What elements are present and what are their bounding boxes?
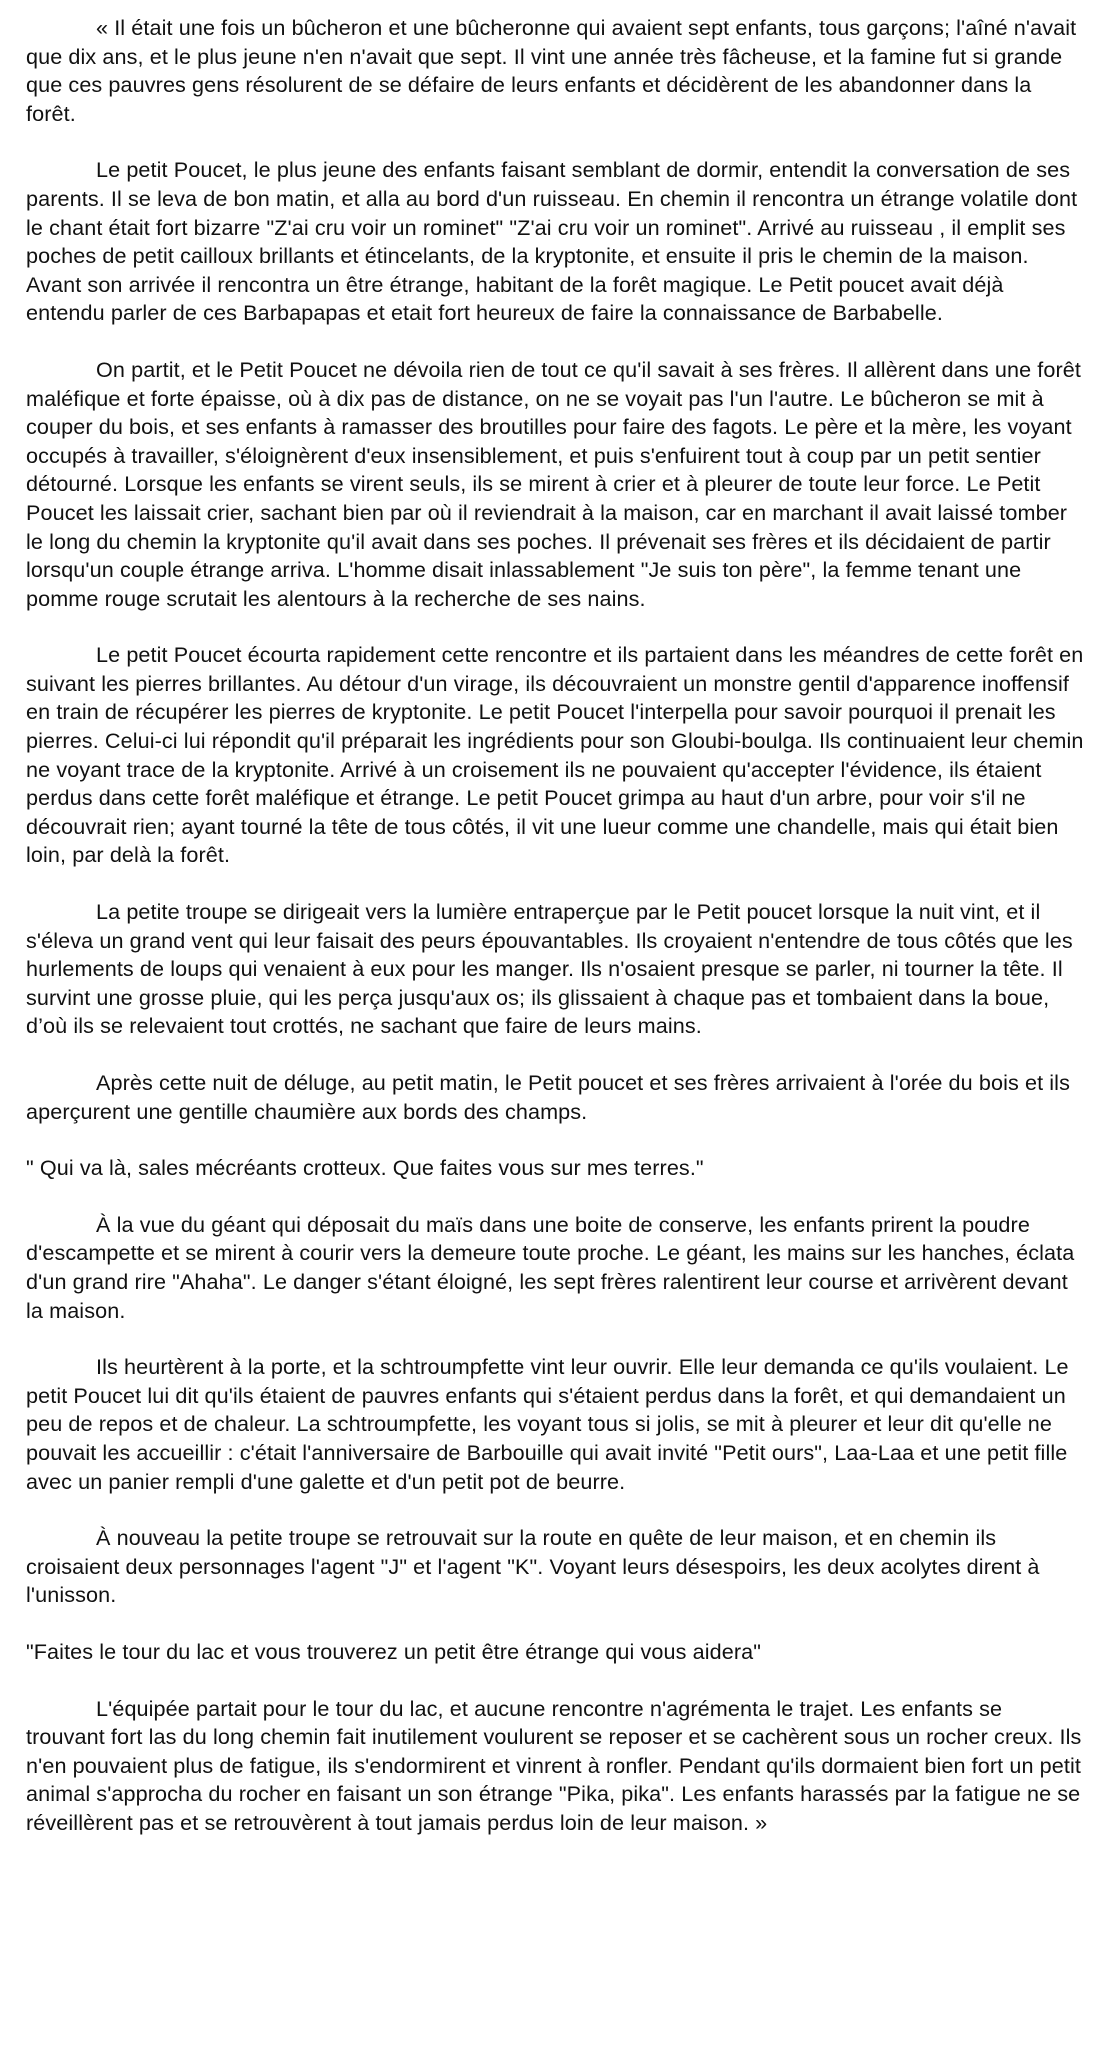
paragraph-1: « Il était une fois un bûcheron et une bûcheronne qui avaient sept enfants, tous garçons; l'aîné n'avait que dix ans, et le plus jeune n'en n'avait que sept. Il vint une année très fâcheuse, et la famine fut si grande que ces pauvres gens résolurent de se défaire de leurs enfants et décidèrent de les abandonner dans la forêt. — [26, 15, 1077, 126]
document-page — [26, 14, 1084, 1865]
paragraph-2: Le petit Poucet, le plus jeune des enfants faisant semblant de dormir, entendit la conversation de ses parents. Il se leva de bon matin, et alla au bord d'un ruisseau. En chemin il rencontra un étrange volatile dont le chant était fort bizarre "Z'ai cru voir un rominet" "Z'ai cru voir un rominet". Arrivé au ruisseau , il emplit ses poches de petit cailloux brillants et étincelants, de la kryptonite, et ensuite il pris le chemin de la maison. Avant son arrivée il rencontra un être étrange, habitant de la forêt magique. Le Petit poucet avait déjà entendu parler de ces Barbapapas et etait fort heureux de faire la connaissance de Barbabelle. — [26, 157, 1078, 326]
paragraph-9: Ils heurtèrent à la porte, et la schtroumpfette vint leur ouvrir. Elle leur demanda ce qu'ils voulaient. Le petit Poucet lui dit qu'ils étaient de pauvres enfants qui s'étaient perdus dans la forêt, et qui demandaient un peu de repos et de chaleur. La schtroumpfette, les voyant tous si jolis, se mit à pleurer et leur dit qu'elle ne pouvait les accueillir : c'était l'anniversaire de Barbouille qui avait invité "Petit ours", Laa-Laa et une petit fille avec un panier rempli d'une galette et d'un petit pot de beurre. — [26, 1354, 1069, 1494]
paragraph-10: À nouveau la petite troupe se retrouvait sur la route en quête de leur maison, et en chemin ils croisaient deux personnages l'agent "J" et l'agent "K". Voyant leurs désespoirs, les deux acolytes dirent à l'unisson. — [26, 1525, 1040, 1608]
paragraph-3: On partit, et le Petit Poucet ne dévoila rien de tout ce qu'il savait à ses frères. Il allèrent dans une forêt maléfique et forte épaisse, où à dix pas de distance, on ne se voyait pas l'un l'autre. Le bûcheron se mit à couper du bois, et ses enfants à ramasser des broutilles pour faire des fagots. Le père et la mère, les voyant occupés à travailler, s'éloignèrent d'eux insensiblement, et puis s'enfuirent tout à coup par un petit sentier détourné. Lorsque les enfants se virent seuls, ils se mirent à crier et à pleurer de toute leur force. Le Petit Poucet les laissait crier, sachant bien par où il reviendrait à la maison, car en marchant il avait laissé tomber le long du chemin la kryptonite qu'il avait dans ses poches. Il prévenait ses frères et ils décidaient de partir lorsqu'un couple étrange arriva. L'homme disait inlassablement "Je suis ton père", la femme tenant une pomme rouge scrutait les alentours à la recherche de ses nains. — [26, 356, 1081, 611]
paragraph-5: La petite troupe se dirigeait vers la lumière entraperçue par le Petit poucet lorsque la nuit vint, et il s'éleva un grand vent qui leur faisait des peurs épouvantables. Ils croyaient n'entendre de tous côtés que les hurlements de loups qui venaient à eux pour les manger. Ils n'osaient presque se parler, ni tourner la tête. Il survint une grosse pluie, qui les perça jusqu'aux os; ils glissaient à chaque pas et tombaient dans la boue, d’où ils se relevaient tout crottés, ne sachant que faire de leurs mains. — [26, 899, 1073, 1039]
paragraph-12: L'équipée partait pour le tour du lac, et aucune rencontre n'agrémenta le trajet. Les enfants se trouvant fort las du long chemin fait inutilement voulurent se reposer et se cachèrent sous un rocher creux. Ils n'en pouvaient plus de fatigue, ils s'endormirent et vinrent à ronfler. Pendant qu'ils dormaient bien fort un petit animal s'approcha du rocher en faisant un son étrange "Pika, pika". Les enfants harassés par la fatigue ne se réveillèrent pas et se retrouvèrent à tout jamais perdus loin de leur maison. » — [26, 1695, 1082, 1835]
agents-quote: "Faites le tour du lac et vous trouverez un petit être étrange qui vous aidera" — [26, 1638, 762, 1664]
giant-quote: " Qui va là, sales mécréants crotteux. Que faites vous sur mes terres." — [26, 1155, 704, 1181]
paragraph-4: Le petit Poucet écourta rapidement cette rencontre et ils partaient dans les méandres de cette forêt en suivant les pierres brillantes. Au détour d'un virage, ils découvraient un monstre gentil d'apparence inoffensif en train de récupérer les pierres de kryptonite. Le petit Poucet l'interpella pour savoir pourquoi il prenait les pierres. Celui-ci lui répondit qu'il préparait les ingrédients pour son Gloubi-boulga. Ils continuaient leur chemin ne voyant trace de la kryptonite. Arrivé à un croisement ils ne pouvaient qu'accepter l'évidence, ils étaient perdus dans cette forêt maléfique et étrange. Le petit Poucet grimpa au haut d'un arbre, pour voir s'il ne découvrait rien; ayant tourné la tête de tous côtés, il vit une lueur comme une chandelle, mais qui était bien loin, par delà la forêt. — [26, 642, 1084, 868]
paragraph-6: Après cette nuit de déluge, au petit matin, le Petit poucet et ses frères arrivaient à l'orée du bois et ils aperçurent une gentille chaumière aux bords des champs. — [26, 1070, 1070, 1124]
paragraph-8: À la vue du géant qui déposait du maïs dans une boite de conserve, les enfants prirent la poudre d'escampette et se mirent à courir vers la demeure toute proche. Le géant, les mains sur les hanches, éclata d'un grand rire "Ahaha". Le danger s'étant éloigné, les sept frères ralentirent leur course et arrivèrent devant la maison. — [26, 1211, 1075, 1323]
